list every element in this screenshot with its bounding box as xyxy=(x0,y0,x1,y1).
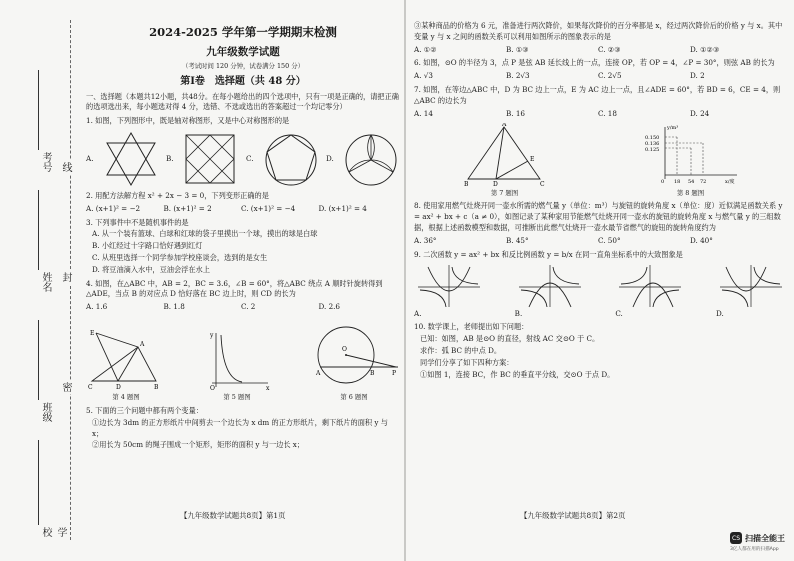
option-d: D. 40° xyxy=(690,235,713,245)
instructions: 一、选择题（本题共12小题，共48分。在每小题给出的四个选项中，只有一项是正确的，请把正确的选项选出来，每小题选对得 4 分，选错、不选或选出的答案超过一个均记零分） xyxy=(86,91,399,112)
plan-1-line: ①如图 1，连接 BC，作 BC 的垂直平分线，交⊙O 于点 D。 xyxy=(420,369,615,379)
svg-text:E: E xyxy=(529,155,534,163)
pentagon-in-circle-figure xyxy=(262,131,320,187)
variable-case-2: ②用长为 50cm 的绳子围成一个矩形，矩形的面积 y 与一边长 x； xyxy=(92,440,305,450)
right-column xyxy=(414,18,786,380)
exam-title: 2024-2025 学年第一学期期末检测 xyxy=(149,25,337,39)
figure-5 xyxy=(202,329,272,403)
svg-text:B: B xyxy=(154,384,159,392)
scanner-logo-icon: CS xyxy=(730,532,742,544)
option-b: B. 2√3 xyxy=(506,71,530,81)
option-d: D. 将豆油滴入水中，豆油会浮在水上 xyxy=(92,264,210,274)
page-fold-divider xyxy=(404,0,406,561)
cut-mark-secret: 密 xyxy=(60,382,71,392)
circle-chord-figure xyxy=(308,323,400,391)
question-stem: 6. 如图，⊙O 的半径为 3，点 P 是弦 AB 延长线上的一点，连接 OP，若 OP = 4，∠P = 30°，则弦 AB 的长为 xyxy=(414,58,775,68)
construct-line: 求作：弧 BC 的中点 D。 xyxy=(420,345,502,355)
option-d: D. 24 xyxy=(690,108,710,118)
figures-7-8 xyxy=(414,122,786,198)
x-tick: 0 xyxy=(660,178,664,185)
school-label: 学校 xyxy=(38,525,68,540)
question-1 xyxy=(86,116,400,188)
scanner-name: 扫描全能王 xyxy=(745,533,785,543)
question-9 xyxy=(414,250,786,320)
svg-text:O: O xyxy=(210,385,215,392)
svg-text:O: O xyxy=(342,346,347,354)
option-label: B. xyxy=(514,309,523,319)
class-line xyxy=(38,320,39,410)
options-row xyxy=(414,71,786,82)
svg-text:x: x xyxy=(266,385,270,392)
svg-text:E: E xyxy=(90,330,95,338)
y-tick: 0.125 xyxy=(644,146,659,153)
options-row xyxy=(86,302,400,313)
footer-page-2: 【九年级数学试题共8页】第2页 xyxy=(520,511,626,520)
question-stem: 3. 下列事件中不是随机事件的是 xyxy=(86,217,189,227)
option-a: A. (x+1)² = −2 xyxy=(86,203,141,213)
option-label: B. xyxy=(166,153,174,163)
option-b: B. 45° xyxy=(506,235,529,245)
question-stem: 4. 如图，在△ABC 中，AB = 2，BC = 3.6，∠B = 60°，将△ABC 绕点 A 顺时针旋转得到△ADE，当点 B 的对应点 D 恰好落在 BC 边上时，则 CD 的长为 xyxy=(86,278,383,299)
pinwheel-square-figure xyxy=(182,131,240,187)
cut-mark-line: 线 xyxy=(60,162,71,172)
options-row xyxy=(414,45,786,56)
option-a: A. 14 xyxy=(414,108,433,118)
question-stem: 9. 二次函数 y = ax² + bx 和反比例函数 y = b/x 在同一直角坐标系中的大致图象是 xyxy=(414,249,683,259)
given-line: 已知：如图，AB 是⊙O 的直径，射线 AC 交⊙O 于 C。 xyxy=(420,334,600,344)
option-c: C. 18 xyxy=(598,108,617,118)
option-label: D. xyxy=(326,153,334,163)
svg-text:B: B xyxy=(370,370,375,378)
option-b: B. 小红经过十字路口恰好遇到红灯 xyxy=(92,241,203,251)
graph-option-a xyxy=(414,263,484,320)
exam-no-label: 考号 xyxy=(40,152,51,172)
question-3 xyxy=(86,218,400,276)
x-tick: 54 xyxy=(687,178,694,185)
question-stem: ③某种商品的价格为 6 元，准备进行两次降价，如果每次降价的百分率都是 x，经过两次降价后的价格 y 与 x。其中变量 y 与 x 之间的函数关系可以利用如图所示的图象表示的是 xyxy=(414,21,783,41)
rotated-triangle-figure xyxy=(86,329,166,391)
options-row xyxy=(414,109,786,120)
option-b: B. 16 xyxy=(506,108,525,118)
svg-text:A: A xyxy=(140,341,145,349)
q9-graph-options xyxy=(414,263,786,319)
graph-c xyxy=(615,263,685,309)
question-5 xyxy=(86,406,400,451)
graph-d xyxy=(716,263,786,309)
name-line xyxy=(38,190,39,280)
figure-caption: 第 6 题图 xyxy=(340,393,368,402)
figure-caption: 第 7 题图 xyxy=(490,188,519,197)
graph-option-d xyxy=(716,263,786,320)
option-a: A. 从一个装有篮球、白球和红球的袋子里摸出一个球，摸出的球是白球 xyxy=(92,229,318,239)
binding-margin xyxy=(28,20,86,540)
svg-text:y: y xyxy=(210,332,214,340)
subject-title: 九年级数学试题 xyxy=(206,46,280,59)
x-unit: x/度 xyxy=(724,178,735,185)
footer-page-1: 【九年级数学试题共8页】第1页 xyxy=(180,511,286,520)
svg-text:B: B xyxy=(463,180,468,187)
option-c: C. ②③ xyxy=(598,44,621,54)
svg-text:A: A xyxy=(501,122,506,128)
graph-option-c xyxy=(615,263,685,320)
question-stem: 8. 使用家用燃气灶烧开同一壶水所需的燃气量 y（单位：m³）与旋钮的旋转角度 x（单位：度）近似满足函数关系 y = ax² + bx + c（a ≠ 0），如图记录了某种家用节能燃气灶烧开同一壶水的旋钮的旋转角度 x 与燃气量 y 的三组数据，根据上述函数模型和数据，可推断出此燃气灶烧开一壶水最节省燃气的旋钮的旋转角度约为 xyxy=(414,201,783,232)
option-c: C. 2 xyxy=(241,302,256,312)
svg-text:A: A xyxy=(316,370,321,378)
question-stem: 5. 下面的三个问题中都有两个变量： xyxy=(86,405,203,415)
question-stem: 2. 用配方法解方程 x² + 2x − 3 = 0，下列变形正确的是 xyxy=(86,191,269,200)
svg-text:C: C xyxy=(539,180,545,187)
option-label: C. xyxy=(246,153,254,163)
y-tick: 0.136 xyxy=(644,140,659,147)
gas-usage-graph xyxy=(641,123,741,187)
equilateral-triangle-figure xyxy=(460,123,550,187)
left-column xyxy=(86,18,400,451)
option-d: D. ①②③ xyxy=(690,44,720,54)
question-10 xyxy=(414,322,786,380)
option-c: C. 2√5 xyxy=(598,71,622,81)
figure-caption: 第 8 题图 xyxy=(676,188,705,197)
star-of-david-figure xyxy=(102,131,160,187)
option-c: C. (x+1)² = −4 xyxy=(241,203,296,213)
option-d: D. 2 xyxy=(690,71,705,81)
x-tick: 72 xyxy=(699,178,706,185)
figure-8 xyxy=(641,123,741,199)
scanner-tagline: 3亿人都在用的扫描App xyxy=(730,547,779,552)
exam-info: （考试时间 120 分钟，试卷满分 150 分） xyxy=(182,62,304,70)
question-stem: 10. 数学课上，老师提出如下问题： xyxy=(414,322,529,332)
option-a: A. ①② xyxy=(414,44,437,54)
x-tick: 18 xyxy=(673,178,680,185)
figure-6 xyxy=(308,323,400,403)
question-stem: 1. 如图，下列图形中，既是轴对称图形，又是中心对称图形的是 xyxy=(86,116,290,126)
option-a: A. 36° xyxy=(414,235,437,245)
variable-case-1: ①边长为 3dm 的正方形纸片中间剪去一个边长为 x dm 的正方形纸片，剩下纸片的面积 y 与 x； xyxy=(92,417,388,438)
question-2 xyxy=(86,191,400,215)
plans-line: 同学们分享了如下四种方案： xyxy=(420,357,514,367)
figure-caption: 第 4 题图 xyxy=(112,393,140,402)
section-title: 第Ⅰ卷 选择题（共 48 分） xyxy=(180,75,306,87)
options-row xyxy=(414,236,786,247)
option-label: D. xyxy=(715,309,724,319)
question-stem: 7. 如图，在等边△ABC 中，D 为 BC 边上一点，E 为 AC 边上一点，且∠ADE = 60°，若 BD = 6，CE = 4，则△ABC 的边长为 xyxy=(414,84,781,105)
function-graph-figure xyxy=(202,329,272,391)
name-label: 姓名 xyxy=(40,272,51,292)
scanner-watermark xyxy=(730,532,785,552)
option-c: C. 从班里选择一个同学参加学校座谈会，选到的是女生 xyxy=(92,252,268,262)
question-6 xyxy=(414,58,786,82)
exam-no-line xyxy=(38,70,39,160)
option-label: A. xyxy=(414,309,422,319)
graph-b xyxy=(515,263,585,309)
graph-a xyxy=(414,263,484,309)
question-7 xyxy=(414,85,786,119)
option-a: A. √3 xyxy=(414,71,433,81)
y-tick: 0.150 xyxy=(644,134,659,141)
option-d: D. 2.6 xyxy=(318,302,341,312)
option-label: C. xyxy=(615,309,623,319)
svg-text:D: D xyxy=(116,384,121,392)
option-b: B. (x+1)² = 2 xyxy=(163,203,212,213)
option-b: B. 1.8 xyxy=(163,302,185,312)
cut-mark-seal: 封 xyxy=(60,272,71,282)
option-a: A. 1.6 xyxy=(86,302,108,312)
option-c: C. 50° xyxy=(598,235,621,245)
figure-caption: 第 5 题图 xyxy=(223,393,251,402)
svg-text:P: P xyxy=(392,370,397,378)
figure-7 xyxy=(460,123,550,199)
svg-text:D: D xyxy=(492,180,498,187)
option-d: D. (x+1)² = 4 xyxy=(318,203,367,213)
figure-4 xyxy=(86,329,166,403)
question-5-continued xyxy=(414,21,786,55)
y-unit: y/m³ xyxy=(666,124,678,131)
q1-figures xyxy=(86,130,400,188)
question-8 xyxy=(414,201,786,246)
question-4 xyxy=(86,279,400,313)
option-label: A. xyxy=(86,153,94,163)
svg-text:C: C xyxy=(88,384,93,392)
options-row xyxy=(86,204,400,215)
option-b: B. ①③ xyxy=(506,44,529,54)
graph-option-b xyxy=(515,263,585,320)
figures-4-5-6 xyxy=(86,317,400,403)
class-label: 班级 xyxy=(40,402,51,422)
school-line xyxy=(38,440,39,530)
trefoil-circle-figure xyxy=(342,131,400,187)
